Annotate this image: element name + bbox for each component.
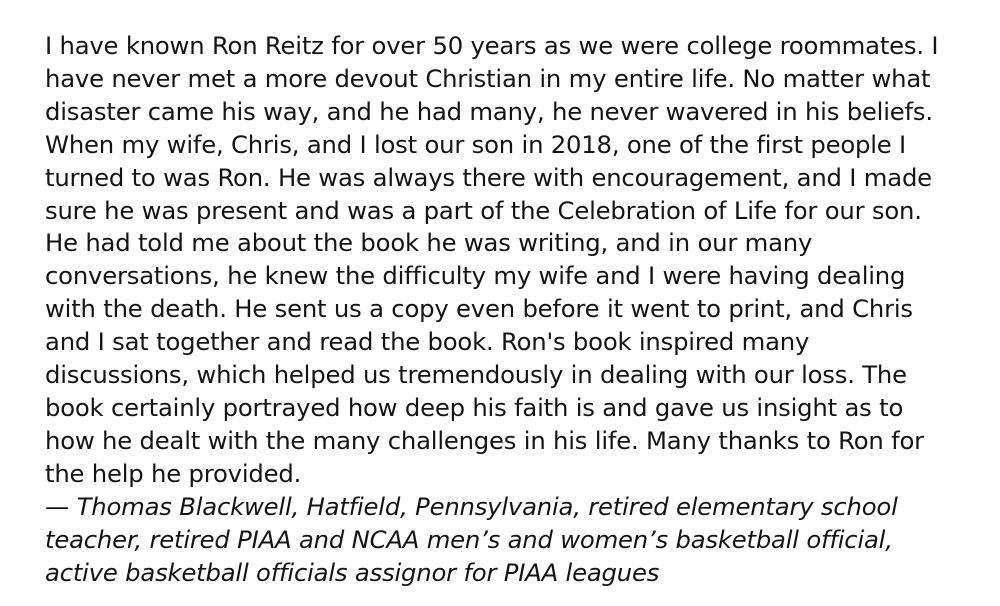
body-line: have never met a more devout Christian in my entire life. No matter what xyxy=(45,63,931,93)
attribution-line: teacher, retired PIAA and NCAA men’s and women’s basketball official, xyxy=(45,524,893,554)
body-line: conversations, he knew the difficulty my wife and I were having dealing xyxy=(45,261,906,291)
testimonial-text xyxy=(45,30,965,589)
attribution-line: — Thomas Blackwell, Hatfield, Pennsylvania, retired elementary school xyxy=(45,491,898,521)
body-line: the help he provided. xyxy=(45,458,302,488)
body-line: sure he was present and was a part of the Celebration of Life for our son. xyxy=(45,195,922,225)
body-line: turned to was Ron. He was always there with encouragement, and I made xyxy=(45,162,932,192)
body-line: with the death. He sent us a copy even before it went to print, and Chris xyxy=(45,294,913,324)
body-line: When my wife, Chris, and I lost our son in 2018, one of the first people I xyxy=(45,129,906,159)
body-line: disaster came his way, and he had many, he never wavered in his beliefs. xyxy=(45,96,933,126)
body-line: I have known Ron Reitz for over 50 years as we were college roommates. I xyxy=(45,31,939,60)
body-line: He had told me about the book he was writing, and in our many xyxy=(45,228,813,258)
body-line: and I sat together and read the book. Ron's book inspired many xyxy=(45,327,810,357)
body-line: discussions, which helped us tremendously in dealing with our loss. The xyxy=(45,360,907,390)
attribution-line: active basketball officials assignor for PIAA leagues xyxy=(45,557,660,587)
body-line: how he dealt with the many challenges in his life. Many thanks to Ron for xyxy=(45,425,924,455)
body-line: book certainly portrayed how deep his faith is and gave us insight as to xyxy=(45,392,904,422)
